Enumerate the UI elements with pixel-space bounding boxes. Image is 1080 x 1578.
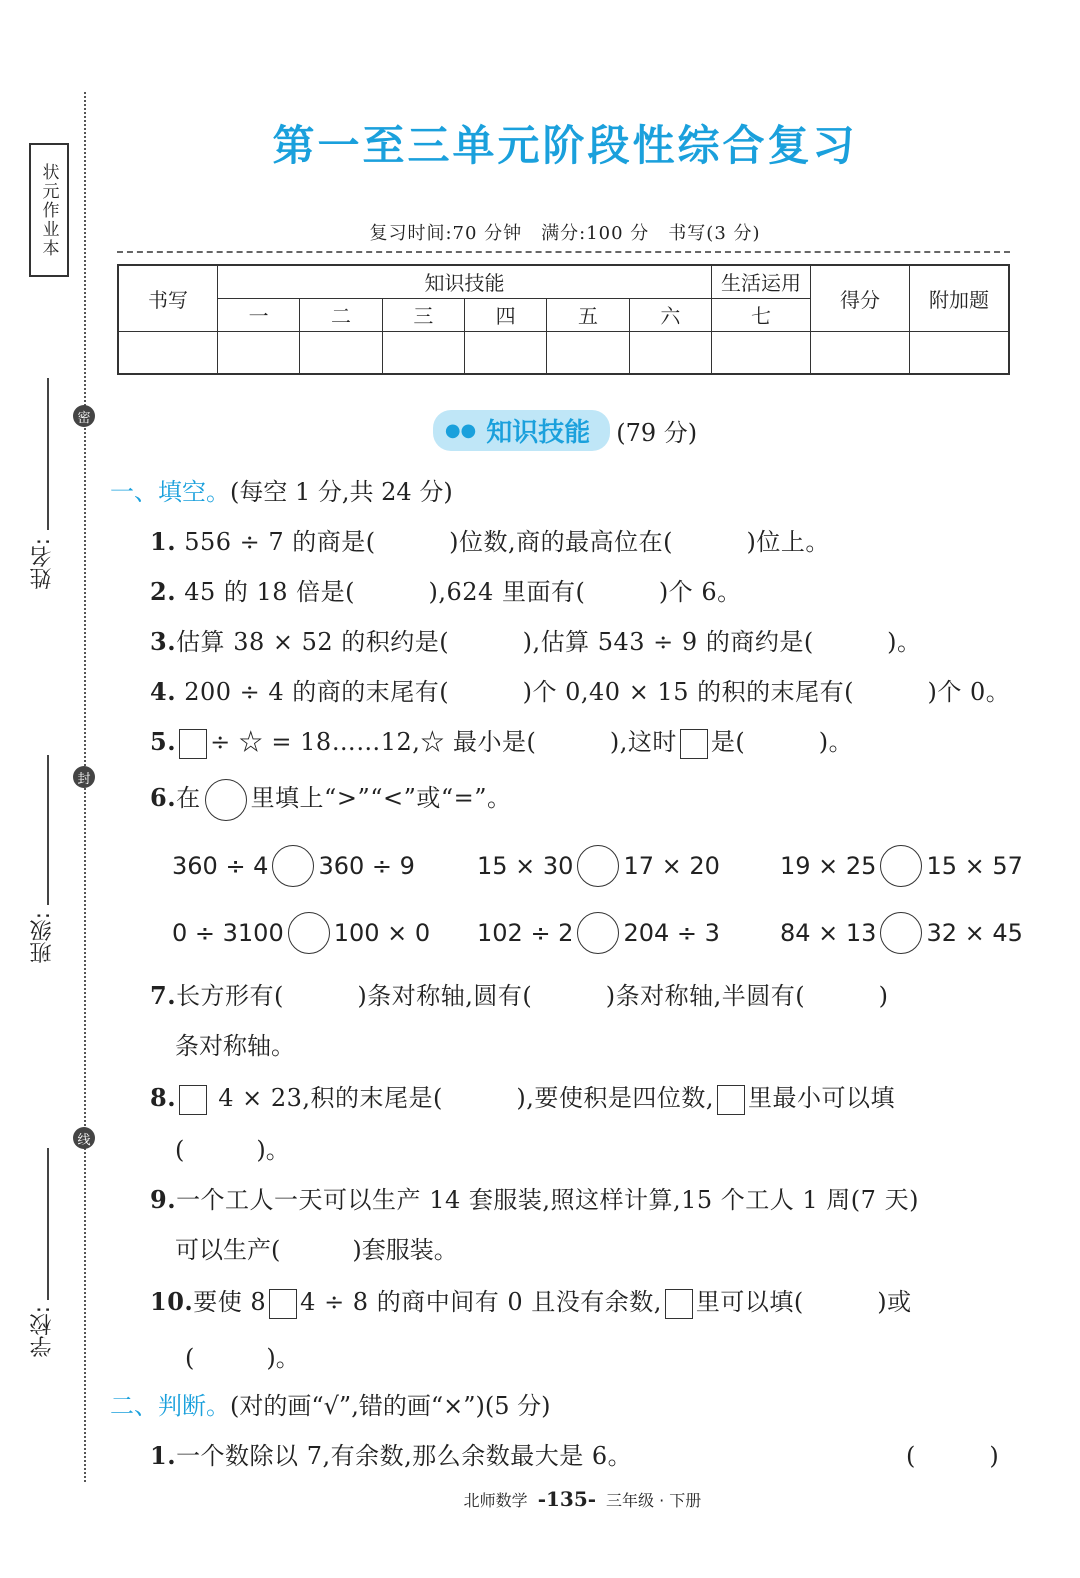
score-cell[interactable] <box>218 331 300 374</box>
question-2: 2. 45 的 18 倍是( ),624 里面有( )个 6。 <box>150 577 742 606</box>
col-1: 一 <box>218 298 300 331</box>
score-cell[interactable] <box>910 331 1010 374</box>
school-line <box>47 1148 49 1300</box>
blank-box[interactable] <box>717 1085 745 1115</box>
section-label: 知识技能 <box>486 418 591 448</box>
question-6: 6.在 里填上“>”“<”或“=”。 <box>150 778 512 821</box>
blank-box[interactable] <box>179 1085 207 1115</box>
question-9: 9.一个工人一天可以生产 14 套服装,照这样计算,15 个工人 1 周(7 天) <box>150 1185 919 1214</box>
compare-1: 360 ÷ 4 360 ÷ 9 <box>172 845 415 887</box>
dots-icon: ●● <box>444 420 477 441</box>
part2-title: 二、判断。(对的画“√”,错的画“×”)(5 分) <box>110 1392 551 1420</box>
name-label: 姓名: <box>29 538 55 590</box>
page-footer <box>0 1487 1080 1511</box>
col-3: 三 <box>382 298 464 331</box>
page-title: 第一至三单元阶段性综合复习 <box>272 121 858 170</box>
compare-5: 102 ÷ 2 204 ÷ 3 <box>477 912 720 954</box>
seal-feng: 封 <box>73 766 95 788</box>
question-8: 8. 4 × 23,积的末尾是( ),要使积是四位数, 里最小可以填 <box>150 1078 895 1115</box>
col-7: 七 <box>712 298 811 331</box>
question-10: 10.要使 8 4 ÷ 8 的商中间有 0 且没有余数, 里可以填( )或 <box>150 1282 912 1319</box>
blank-box[interactable] <box>269 1289 297 1319</box>
dashed-divider <box>117 251 1010 253</box>
compare-circle[interactable] <box>880 912 922 954</box>
score-cell[interactable] <box>811 331 910 374</box>
question-7-cont: 条对称轴。 <box>175 1032 295 1060</box>
compare-circle[interactable] <box>272 845 314 887</box>
class-label: 班级: <box>29 912 55 964</box>
question-1: 1. 556 ÷ 7 的商是( )位数,商的最高位在( )位上。 <box>150 527 830 556</box>
score-cell[interactable] <box>712 331 811 374</box>
seal-xian: 线 <box>73 1127 95 1149</box>
score-cell[interactable] <box>382 331 464 374</box>
section-score: (79 分) <box>616 419 698 447</box>
question-4: 4. 200 ÷ 4 的商的末尾有( )个 0,40 × 15 的积的末尾有( )个 0。 <box>150 677 1011 706</box>
score-cell[interactable] <box>300 331 382 374</box>
compare-3: 19 × 25 15 × 57 <box>780 845 1023 887</box>
class-line <box>47 755 49 905</box>
compare-2: 15 × 30 17 × 20 <box>477 845 720 887</box>
exam-info: 复习时间:70 分钟 满分:100 分 书写(3 分) <box>369 223 761 244</box>
question-7: 7.长方形有( )条对称轴,圆有( )条对称轴,半圆有( ) <box>150 981 889 1010</box>
compare-circle[interactable] <box>880 845 922 887</box>
score-cell[interactable] <box>118 331 218 374</box>
col-life: 生活运用 <box>712 265 811 298</box>
blank-box[interactable] <box>680 729 708 759</box>
blank-box[interactable] <box>179 729 207 759</box>
compare-circle[interactable] <box>205 779 247 821</box>
score-cell[interactable] <box>629 331 711 374</box>
blank-box[interactable] <box>665 1289 693 1319</box>
score-table <box>117 264 1010 375</box>
name-line <box>47 378 49 530</box>
brand-text: 状元作业本 <box>38 162 59 258</box>
col-4: 四 <box>464 298 546 331</box>
seal-mi: 密 <box>73 405 95 427</box>
col-2: 二 <box>300 298 382 331</box>
judge-question-1: 1.一个数除以 7,有余数,那么余数最大是 6。 <box>150 1441 633 1470</box>
col-knowledge: 知识技能 <box>218 265 712 298</box>
section-pill <box>433 410 610 451</box>
question-9-cont: 可以生产( )套服装。 <box>175 1236 458 1264</box>
school-label: 学校: <box>29 1306 55 1358</box>
compare-circle[interactable] <box>577 845 619 887</box>
compare-6: 84 × 13 32 × 45 <box>780 912 1023 954</box>
page-number: -135- <box>537 1487 597 1511</box>
col-6: 六 <box>629 298 711 331</box>
question-10-cont: ( )。 <box>185 1344 300 1372</box>
col-writing: 书写 <box>118 265 218 331</box>
part1-note: (每空 1 分,共 24 分) <box>230 478 453 506</box>
footer-grade: 三年级 · 下册 <box>606 1491 702 1510</box>
question-3: 3.估算 38 × 52 的积约是( ),估算 543 ÷ 9 的商约是( )。 <box>150 627 922 656</box>
question-5: 5. ÷ ☆ = 18……12,☆ 最小是( ),这时 是( )。 <box>150 722 853 759</box>
compare-circle[interactable] <box>577 912 619 954</box>
col-score: 得分 <box>811 265 910 331</box>
score-cell[interactable] <box>464 331 546 374</box>
judge-answer-bracket[interactable]: ( ) <box>906 1442 1000 1470</box>
question-8-cont: ( )。 <box>175 1136 290 1164</box>
part2-note: (对的画“√”,错的画“×”)(5 分) <box>230 1392 551 1420</box>
part1-title: 一、填空。(每空 1 分,共 24 分) <box>110 478 453 506</box>
col-extra: 附加题 <box>910 265 1010 331</box>
col-5: 五 <box>547 298 629 331</box>
section-header <box>0 410 1080 451</box>
score-cell[interactable] <box>547 331 629 374</box>
compare-4: 0 ÷ 3100 100 × 0 <box>172 912 430 954</box>
footer-subject: 北师数学 <box>463 1491 528 1510</box>
compare-circle[interactable] <box>288 912 330 954</box>
